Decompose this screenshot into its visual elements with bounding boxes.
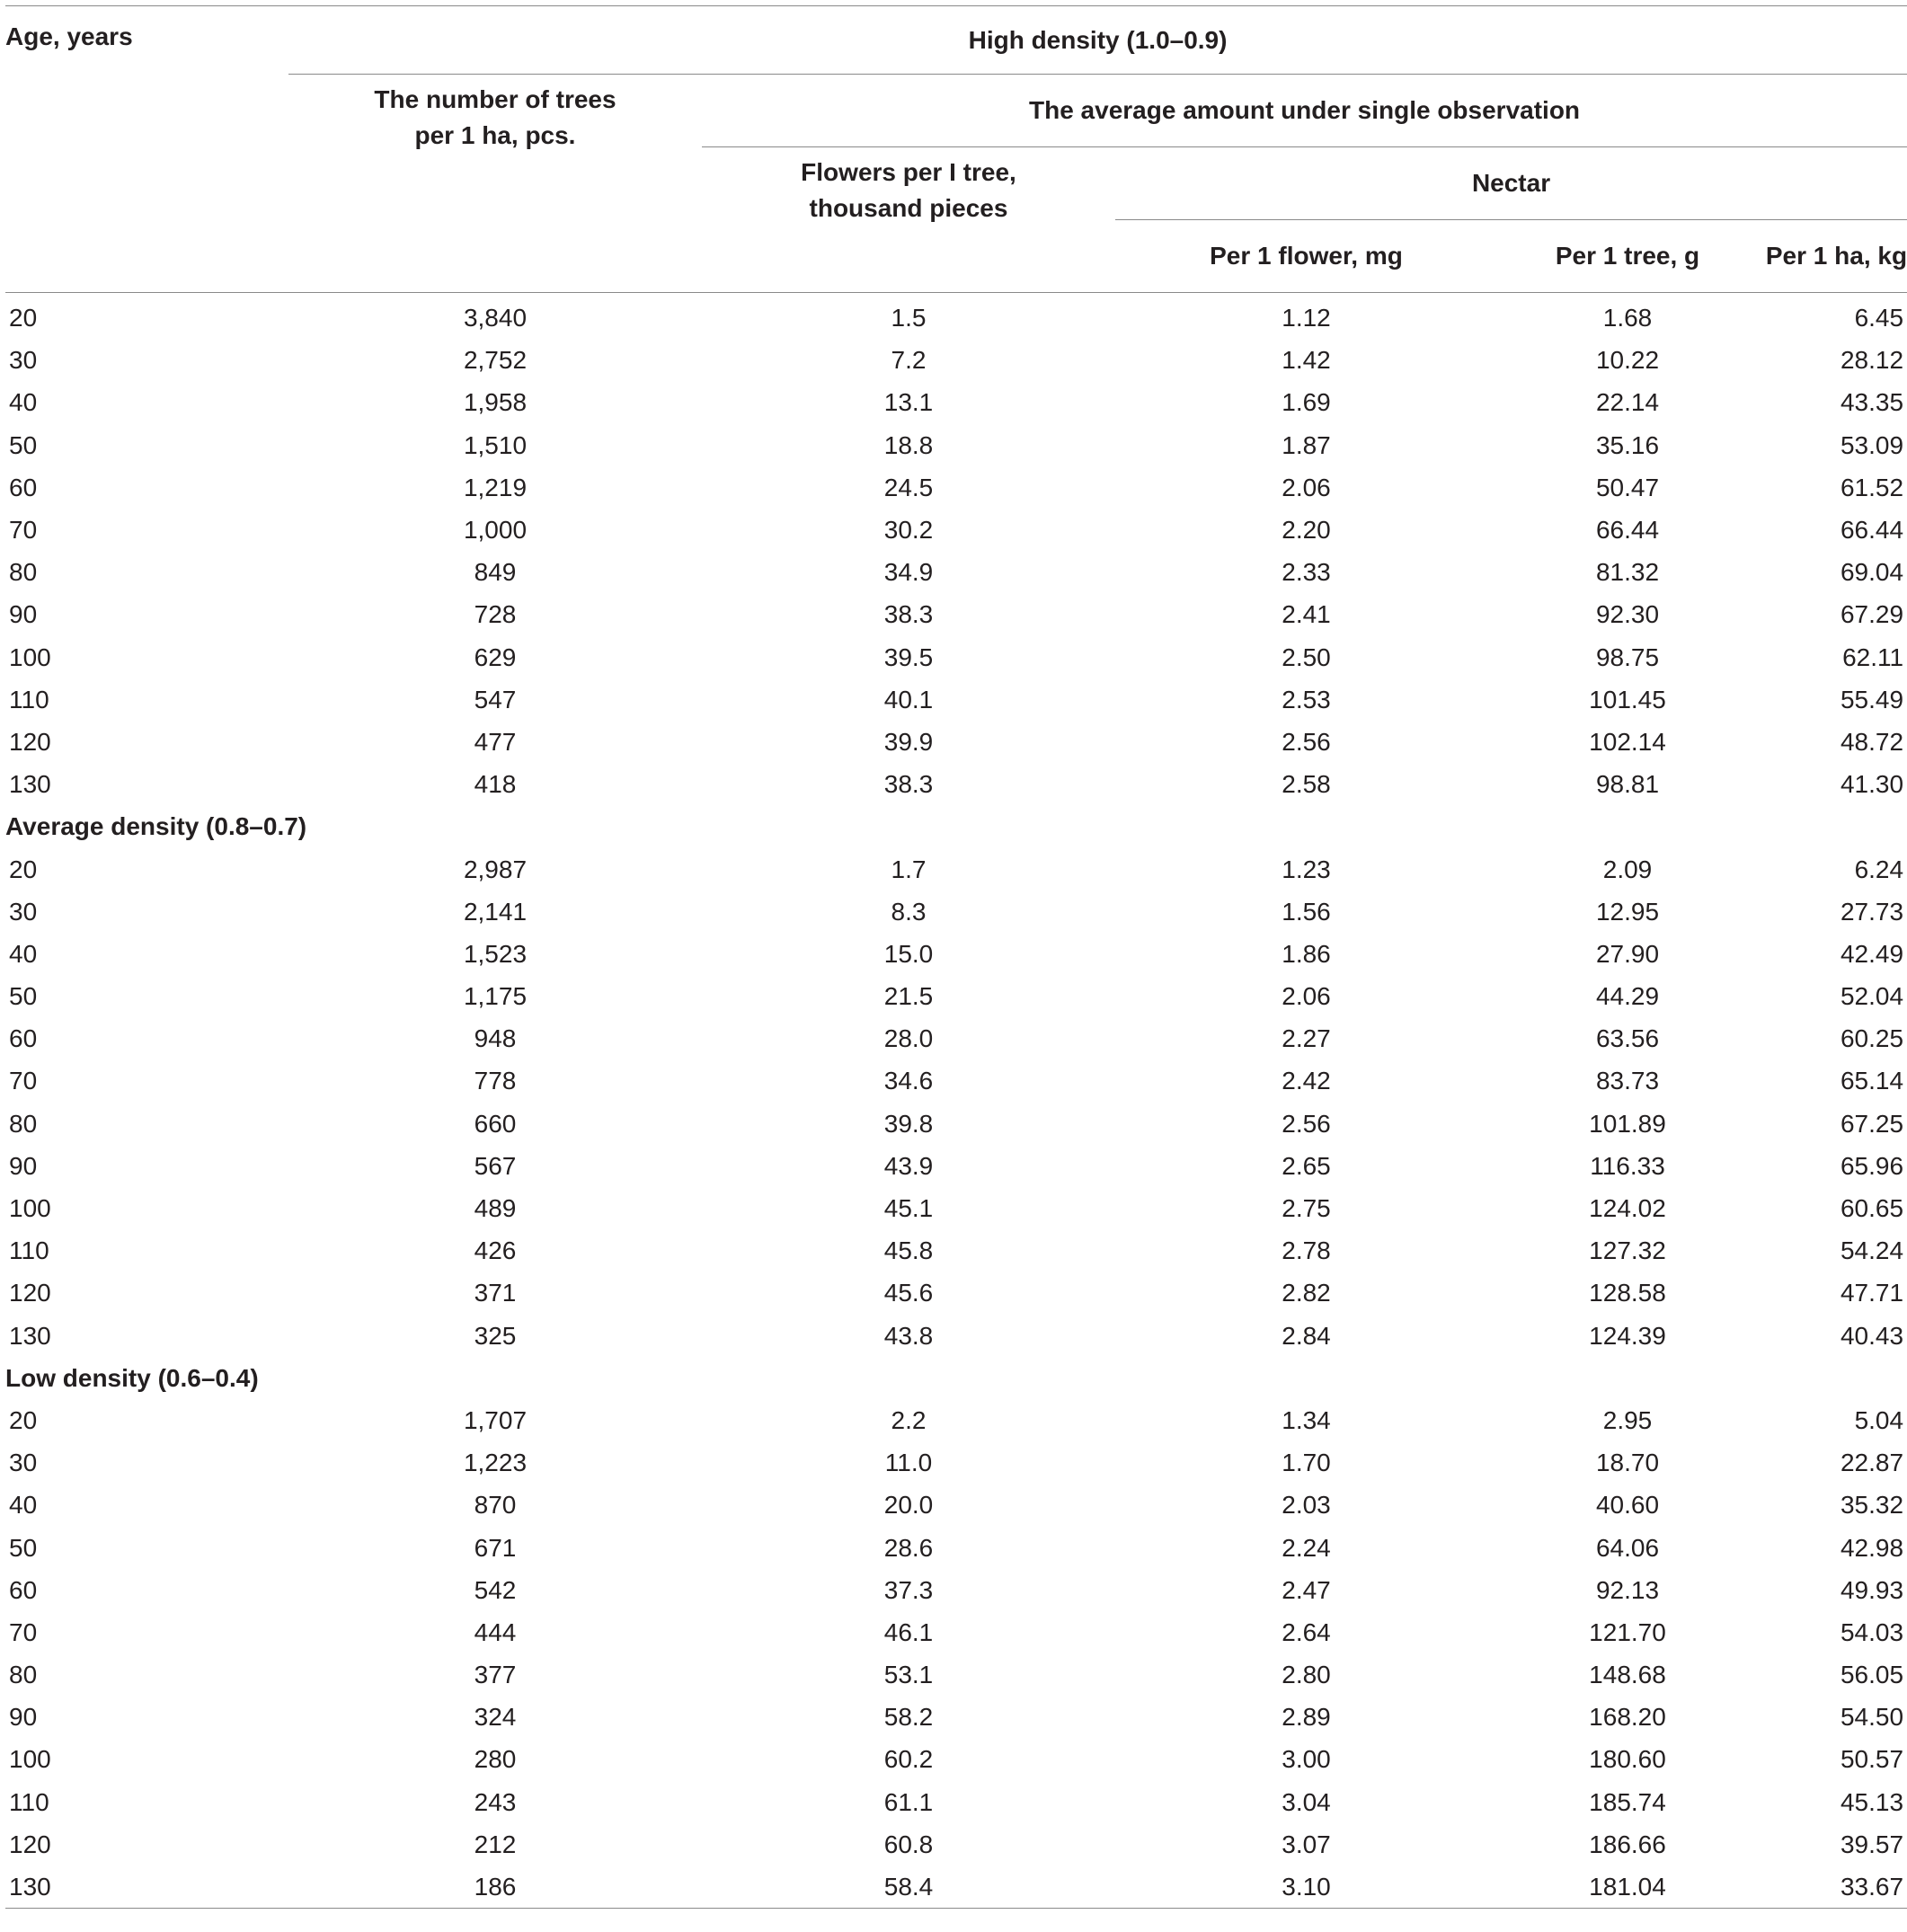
per-flower-cell: 2.80 <box>1282 1661 1331 1689</box>
table-body <box>5 293 1907 1909</box>
trees-cell: 212 <box>474 1830 517 1858</box>
trees-cell: 1,707 <box>463 1405 528 1434</box>
trees-cell: 1,175 <box>463 982 528 1011</box>
flowers-cell: 43.8 <box>883 1321 934 1350</box>
per-tree-cell: 168.20 <box>1589 1703 1666 1732</box>
age-cell: 70 <box>9 1067 38 1095</box>
per-flower-cell: 2.47 <box>1282 1575 1331 1604</box>
table-row <box>5 593 1907 635</box>
per-flower-cell: 2.03 <box>1282 1491 1331 1520</box>
trees-cell: 728 <box>474 600 517 629</box>
table-row <box>5 1441 1907 1484</box>
table-row <box>5 1145 1907 1187</box>
per-tree-cell: 98.81 <box>1595 770 1660 799</box>
per-ha-cell: 40.43 <box>1840 1321 1904 1350</box>
per-flower-cell: 3.00 <box>1282 1745 1331 1774</box>
per-tree-cell: 40.60 <box>1595 1491 1660 1520</box>
age-cell: 90 <box>9 1703 38 1732</box>
flowers-cell: 58.2 <box>883 1703 934 1732</box>
per-flower-cell: 2.41 <box>1282 600 1331 629</box>
age-cell: 30 <box>9 1449 38 1477</box>
per-flower-cell: 2.24 <box>1282 1533 1331 1562</box>
per-flower-cell: 2.64 <box>1282 1617 1331 1646</box>
per-ha-cell: 49.93 <box>1840 1575 1904 1604</box>
per-tree-cell: 121.70 <box>1589 1617 1666 1646</box>
per-tree-cell: 116.33 <box>1590 1151 1665 1180</box>
table-row <box>5 1569 1907 1611</box>
flowers-cell: 38.3 <box>883 770 934 799</box>
flowers-cell: 46.1 <box>883 1617 934 1646</box>
per-tree-cell: 2.95 <box>1602 1405 1653 1434</box>
section-row <box>5 1357 1907 1399</box>
table-row <box>5 339 1907 381</box>
per-tree-cell: 127.32 <box>1589 1236 1666 1265</box>
per-flower-cell: 3.10 <box>1115 1866 1497 1909</box>
per-tree-cell: 35.16 <box>1595 430 1660 459</box>
header-flowers-line2: thousand pieces <box>809 194 1008 222</box>
section-heading: Average density (0.8–0.7) <box>5 812 307 841</box>
trees-cell: 324 <box>474 1703 517 1732</box>
flowers-cell: 24.5 <box>883 473 934 501</box>
per-flower-cell: 2.78 <box>1282 1236 1331 1265</box>
flowers-cell: 40.1 <box>883 685 934 713</box>
per-tree-cell: 27.90 <box>1595 939 1660 968</box>
per-tree-cell: 92.30 <box>1595 600 1660 629</box>
per-ha-cell: 6.24 <box>1854 855 1904 883</box>
per-tree-cell: 180.60 <box>1589 1745 1666 1774</box>
age-cell: 70 <box>9 516 38 545</box>
per-flower-cell: 2.50 <box>1282 643 1331 671</box>
table-row <box>5 1272 1907 1314</box>
flowers-cell: 45.1 <box>883 1194 934 1223</box>
per-ha-cell: 39.57 <box>1840 1830 1904 1858</box>
age-cell: 80 <box>9 1661 38 1689</box>
per-ha-cell: 56.05 <box>1840 1661 1904 1689</box>
per-tree-cell: 1.68 <box>1602 304 1653 332</box>
per-tree-cell: 63.56 <box>1595 1024 1660 1053</box>
per-flower-cell: 1.12 <box>1282 304 1331 332</box>
age-cell: 120 <box>9 1279 51 1307</box>
per-tree-cell: 50.47 <box>1595 473 1660 501</box>
per-tree-cell: 83.73 <box>1595 1067 1660 1095</box>
per-tree-cell: 64.06 <box>1595 1533 1660 1562</box>
flowers-cell: 1.7 <box>891 855 927 883</box>
trees-cell: 280 <box>474 1745 517 1774</box>
trees-cell: 186 <box>288 1866 702 1909</box>
age-cell: 40 <box>9 388 38 417</box>
flowers-cell: 39.9 <box>883 727 934 756</box>
trees-cell: 660 <box>474 1109 517 1138</box>
age-cell: 130 <box>9 1321 51 1350</box>
per-tree-cell: 101.45 <box>1589 685 1666 713</box>
per-flower-cell: 2.27 <box>1282 1024 1331 1053</box>
per-tree-cell: 128.58 <box>1589 1279 1666 1307</box>
per-ha-cell: 28.12 <box>1840 346 1904 375</box>
per-tree-cell: 81.32 <box>1595 558 1660 587</box>
header-per-tree: Per 1 tree, g <box>1555 242 1700 270</box>
per-ha-cell: 69.04 <box>1840 558 1904 587</box>
trees-cell: 1,000 <box>463 516 528 545</box>
per-flower-cell: 3.07 <box>1282 1830 1331 1858</box>
per-tree-cell: 148.68 <box>1589 1661 1666 1689</box>
table-row <box>5 1229 1907 1272</box>
per-ha-cell: 67.25 <box>1840 1109 1904 1138</box>
per-tree-cell: 185.74 <box>1589 1787 1666 1816</box>
per-tree-cell: 22.14 <box>1595 388 1660 417</box>
flowers-cell: 15.0 <box>883 939 934 968</box>
table-row <box>5 1059 1907 1102</box>
per-ha-cell: 22.87 <box>1840 1449 1904 1477</box>
flowers-cell: 20.0 <box>883 1491 934 1520</box>
age-cell: 80 <box>9 1109 38 1138</box>
flowers-cell: 45.6 <box>883 1279 934 1307</box>
age-cell: 110 <box>9 1236 49 1265</box>
per-ha-cell: 54.03 <box>1840 1617 1904 1646</box>
table-row <box>5 1017 1907 1059</box>
flowers-cell: 39.5 <box>883 643 934 671</box>
table-row <box>5 847 1907 890</box>
per-flower-cell: 2.06 <box>1282 982 1331 1011</box>
per-ha-cell: 50.57 <box>1840 1745 1904 1774</box>
per-ha-cell: 54.50 <box>1840 1703 1904 1732</box>
per-flower-cell: 2.58 <box>1282 770 1331 799</box>
age-cell: 20 <box>9 855 38 883</box>
trees-cell: 1,523 <box>463 939 528 968</box>
per-flower-cell: 3.04 <box>1282 1787 1331 1816</box>
age-cell: 40 <box>9 939 38 968</box>
table-row <box>5 1696 1907 1738</box>
per-ha-cell: 41.30 <box>1840 770 1904 799</box>
age-cell: 70 <box>9 1617 38 1646</box>
header-trees-per-ha <box>288 75 702 293</box>
trees-cell: 778 <box>474 1067 517 1095</box>
section-heading: Low density (0.6–0.4) <box>5 1363 259 1392</box>
per-tree-cell: 101.89 <box>1589 1109 1666 1138</box>
per-ha-cell: 52.04 <box>1840 982 1904 1011</box>
age-cell: 90 <box>9 1151 38 1180</box>
table-row <box>5 1484 1907 1526</box>
header-per-flower: Per 1 flower, mg <box>1210 242 1403 270</box>
per-flower-cell: 2.56 <box>1282 727 1331 756</box>
table-row <box>5 636 1907 678</box>
per-flower-cell: 1.86 <box>1282 939 1331 968</box>
header-high-density: High density (1.0–0.9) <box>288 6 1907 75</box>
table-row <box>5 1103 1907 1145</box>
trees-cell: 325 <box>474 1321 517 1350</box>
per-ha-cell: 42.49 <box>1840 939 1904 968</box>
flowers-cell: 34.9 <box>883 558 934 587</box>
per-flower-cell: 1.87 <box>1282 430 1331 459</box>
table-row <box>5 891 1907 933</box>
per-ha-cell: 35.32 <box>1840 1491 1904 1520</box>
flowers-cell: 21.5 <box>883 982 934 1011</box>
age-cell: 60 <box>9 473 38 501</box>
per-tree-cell: 92.13 <box>1595 1575 1660 1604</box>
per-tree-cell: 124.02 <box>1589 1194 1666 1223</box>
trees-cell: 243 <box>474 1787 517 1816</box>
trees-cell: 377 <box>474 1661 517 1689</box>
flowers-cell: 1.5 <box>891 304 927 332</box>
trees-cell: 2,752 <box>463 346 528 375</box>
trees-cell: 489 <box>474 1194 517 1223</box>
age-cell: 130 <box>5 1866 288 1909</box>
trees-cell: 418 <box>474 770 517 799</box>
age-cell: 100 <box>9 643 51 671</box>
age-cell: 60 <box>9 1024 38 1053</box>
per-tree-cell: 186.66 <box>1589 1830 1666 1858</box>
per-tree-cell: 66.44 <box>1595 516 1660 545</box>
header-per-ha: Per 1 ha, kg <box>1765 242 1907 270</box>
nectar-productivity-table <box>5 5 1907 1909</box>
header-flowers-per-tree <box>702 147 1115 293</box>
per-flower-cell: 1.23 <box>1282 855 1331 883</box>
per-flower-cell: 1.34 <box>1282 1405 1331 1434</box>
header-age: Age, years <box>5 6 288 293</box>
per-ha-cell: 54.24 <box>1840 1236 1904 1265</box>
flowers-cell: 11.0 <box>884 1449 933 1477</box>
table-row <box>5 975 1907 1017</box>
header-trees-line2: per 1 ha, pcs. <box>414 121 576 149</box>
per-ha-cell: 67.29 <box>1840 600 1904 629</box>
trees-cell: 547 <box>474 685 517 713</box>
table-row <box>5 1653 1907 1696</box>
per-flower-cell: 2.75 <box>1282 1194 1331 1223</box>
per-flower-cell: 2.33 <box>1282 558 1331 587</box>
per-tree-cell: 44.29 <box>1595 982 1660 1011</box>
table-row <box>5 297 1907 339</box>
age-cell: 20 <box>9 304 38 332</box>
age-cell: 30 <box>9 346 38 375</box>
header-avg-amount: The average amount under single observation <box>702 75 1907 147</box>
age-cell: 120 <box>9 1830 51 1858</box>
per-ha-cell: 6.45 <box>1854 304 1904 332</box>
table-row <box>5 424 1907 466</box>
header-flowers-line1: Flowers per I tree, <box>801 158 1016 186</box>
per-ha-cell: 62.11 <box>1842 643 1904 671</box>
per-flower-cell: 1.70 <box>1282 1449 1331 1477</box>
flowers-cell: 13.1 <box>883 388 934 417</box>
table-row <box>5 1781 1907 1823</box>
per-tree-cell: 10.22 <box>1595 346 1660 375</box>
flowers-cell: 39.8 <box>883 1109 934 1138</box>
per-flower-cell: 1.69 <box>1282 388 1331 417</box>
per-ha-cell: 5.04 <box>1854 1405 1904 1434</box>
trees-cell: 2,987 <box>463 855 528 883</box>
table-row <box>5 678 1907 721</box>
per-flower-cell: 2.56 <box>1282 1109 1331 1138</box>
per-ha-cell: 60.65 <box>1840 1194 1904 1223</box>
per-flower-cell: 2.84 <box>1282 1321 1331 1350</box>
age-cell: 80 <box>9 558 38 587</box>
flowers-cell: 61.1 <box>883 1787 934 1816</box>
table-header <box>5 6 1907 293</box>
table-row <box>5 509 1907 551</box>
per-ha-cell: 42.98 <box>1840 1533 1904 1562</box>
flowers-cell: 58.4 <box>702 1866 1115 1909</box>
flowers-cell: 38.3 <box>883 600 934 629</box>
trees-cell: 948 <box>474 1024 517 1053</box>
trees-cell: 3,840 <box>463 304 528 332</box>
per-flower-cell: 2.53 <box>1282 685 1331 713</box>
trees-cell: 567 <box>474 1151 517 1180</box>
per-flower-cell: 1.42 <box>1282 346 1331 375</box>
flowers-cell: 2.2 <box>891 1405 927 1434</box>
trees-cell: 1,223 <box>463 1449 528 1477</box>
per-ha-cell: 53.09 <box>1840 430 1904 459</box>
age-cell: 60 <box>9 1575 38 1604</box>
trees-cell: 426 <box>474 1236 517 1265</box>
trees-cell: 477 <box>474 727 517 756</box>
trees-cell: 849 <box>474 558 517 587</box>
table-row <box>5 1399 1907 1441</box>
trees-cell: 671 <box>474 1533 517 1562</box>
table-row <box>5 933 1907 975</box>
table-row <box>5 1611 1907 1653</box>
table-row <box>5 1738 1907 1780</box>
per-ha-cell: 27.73 <box>1840 897 1904 926</box>
age-cell: 50 <box>9 430 38 459</box>
flowers-cell: 60.8 <box>883 1830 934 1858</box>
per-ha-cell: 33.67 <box>1758 1866 1907 1909</box>
per-ha-cell: 45.13 <box>1840 1787 1904 1816</box>
flowers-cell: 30.2 <box>883 516 934 545</box>
flowers-cell: 28.0 <box>883 1024 934 1053</box>
per-tree-cell: 98.75 <box>1595 643 1660 671</box>
header-trees-line1: The number of trees <box>374 85 616 113</box>
age-cell: 50 <box>9 982 38 1011</box>
age-cell: 110 <box>9 685 49 713</box>
age-cell: 100 <box>9 1194 51 1223</box>
age-cell: 120 <box>9 727 51 756</box>
age-cell: 20 <box>9 1405 38 1434</box>
per-ha-cell: 65.96 <box>1840 1151 1904 1180</box>
per-ha-cell: 66.44 <box>1840 516 1904 545</box>
flowers-cell: 37.3 <box>883 1575 934 1604</box>
age-cell: 40 <box>9 1491 38 1520</box>
table-row <box>5 1187 1907 1229</box>
table-row <box>5 1526 1907 1568</box>
flowers-cell: 34.6 <box>883 1067 934 1095</box>
flowers-cell: 60.2 <box>883 1745 934 1774</box>
trees-cell: 1,510 <box>463 430 528 459</box>
per-tree-cell: 124.39 <box>1589 1321 1666 1350</box>
per-tree-cell: 181.04 <box>1497 1866 1758 1909</box>
per-tree-cell: 12.95 <box>1595 897 1660 926</box>
flowers-cell: 28.6 <box>883 1533 934 1562</box>
trees-cell: 2,141 <box>463 897 528 926</box>
header-nectar: Nectar <box>1115 147 1907 220</box>
table-row <box>5 763 1907 805</box>
flowers-cell: 43.9 <box>883 1151 934 1180</box>
age-cell: 110 <box>9 1787 49 1816</box>
table-row <box>5 1315 1907 1357</box>
table-row <box>5 1866 1907 1909</box>
per-flower-cell: 2.82 <box>1282 1279 1331 1307</box>
per-flower-cell: 2.89 <box>1282 1703 1331 1732</box>
table-row <box>5 466 1907 509</box>
age-cell: 130 <box>9 770 51 799</box>
age-cell: 30 <box>9 897 38 926</box>
per-ha-cell: 61.52 <box>1840 473 1904 501</box>
table-row <box>5 1823 1907 1866</box>
flowers-cell: 53.1 <box>883 1661 934 1689</box>
per-ha-cell: 47.71 <box>1840 1279 1904 1307</box>
table-row <box>5 551 1907 593</box>
flowers-cell: 18.8 <box>883 430 934 459</box>
per-ha-cell: 60.25 <box>1840 1024 1904 1053</box>
per-flower-cell: 2.42 <box>1282 1067 1331 1095</box>
flowers-cell: 45.8 <box>883 1236 934 1265</box>
per-tree-cell: 102.14 <box>1589 727 1666 756</box>
age-cell: 100 <box>9 1745 51 1774</box>
per-tree-cell: 18.70 <box>1595 1449 1660 1477</box>
per-ha-cell: 55.49 <box>1840 685 1904 713</box>
trees-cell: 542 <box>474 1575 517 1604</box>
trees-cell: 870 <box>474 1491 517 1520</box>
table-row <box>5 381 1907 423</box>
per-ha-cell: 48.72 <box>1840 727 1904 756</box>
per-flower-cell: 2.65 <box>1282 1151 1331 1180</box>
age-cell: 50 <box>9 1533 38 1562</box>
trees-cell: 629 <box>474 643 517 671</box>
per-flower-cell: 2.20 <box>1282 516 1331 545</box>
flowers-cell: 7.2 <box>891 346 927 375</box>
trees-cell: 1,958 <box>463 388 528 417</box>
per-flower-cell: 2.06 <box>1282 473 1331 501</box>
trees-cell: 371 <box>474 1279 517 1307</box>
per-ha-cell: 65.14 <box>1840 1067 1904 1095</box>
age-cell: 90 <box>9 600 38 629</box>
flowers-cell: 8.3 <box>891 897 927 926</box>
per-ha-cell: 43.35 <box>1840 388 1904 417</box>
section-row <box>5 805 1907 847</box>
trees-cell: 444 <box>474 1617 517 1646</box>
per-tree-cell: 2.09 <box>1602 855 1653 883</box>
table-row <box>5 721 1907 763</box>
trees-cell: 1,219 <box>463 473 528 501</box>
per-flower-cell: 1.56 <box>1282 897 1331 926</box>
